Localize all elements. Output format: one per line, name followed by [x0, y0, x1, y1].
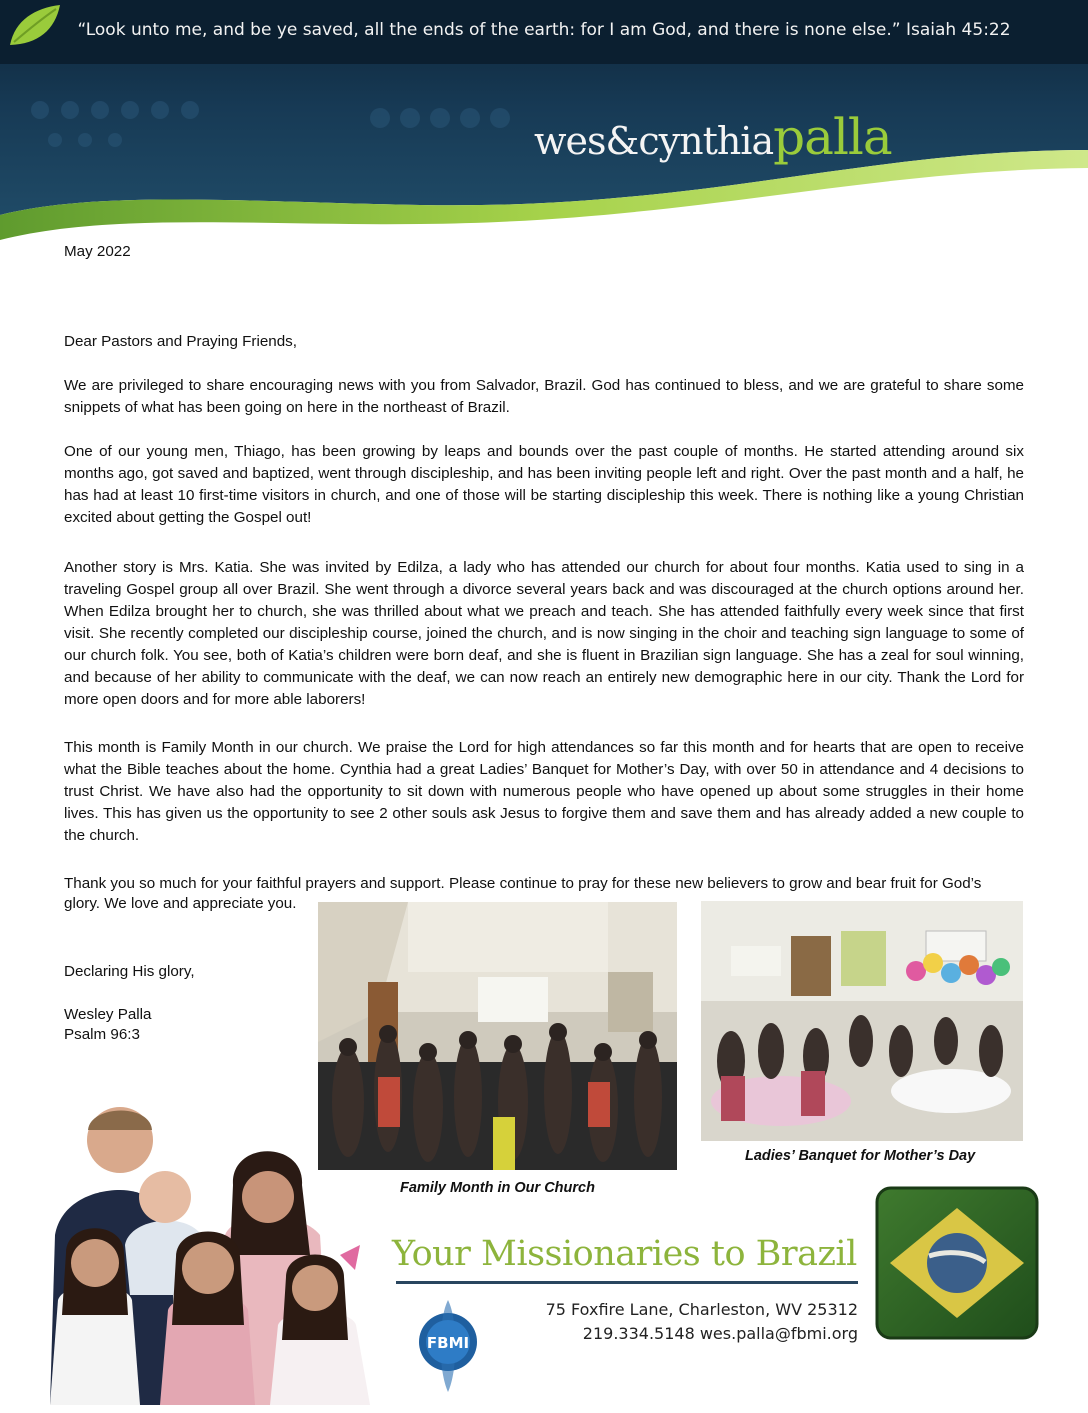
caption-ladies-banquet: Ladies’ Banquet for Mother’s Day — [745, 1148, 976, 1164]
footer-address: 75 Foxfire Lane, Charleston, WV 25312 — [545, 1300, 858, 1319]
letter-greeting: Dear Pastors and Praying Friends, — [64, 333, 297, 350]
footer-phone-email: 219.334.5148 wes.palla@fbmi.org — [582, 1324, 858, 1343]
letter-paragraph-5-continued: glory. We love and appreciate you. — [64, 895, 297, 912]
fbmi-logo — [418, 1300, 478, 1392]
photo-ladies-banquet — [701, 901, 1023, 1141]
fbmi-logo-icon — [418, 1300, 478, 1392]
letter-paragraph-4: This month is Family Month in our church. We praise the Lord for high attendances so far this month and for hearts that are open to receive what the Bible teaches about the home. Cynthia had a great Ladies’ Banquet for Mother’s Day, with over 50 in attendance and 4 decisions to trust Christ. We have also had the opportunity to sit down with numerous people who have opened up about some struggles in their home lives. This has given us the opportunity to see 2 other souls ask Jesus to forgive them and save them and has already added a new couple to the church. — [64, 739, 1024, 844]
brand-name-first: wes&cynthia — [534, 119, 774, 163]
footer-title: Your Missionaries to Brazil — [392, 1234, 857, 1274]
leaf-icon — [0, 0, 70, 50]
signature-name: Wesley Palla — [64, 1006, 152, 1023]
footer-divider — [396, 1281, 858, 1284]
letterhead-header — [0, 0, 1088, 250]
letter-paragraph-1: We are privileged to share encouraging news with you from Salvador, Brazil. God has continued to bless, and we are grateful to share some snippets of what has been going on here in the northeast of Brazil. — [64, 377, 1024, 416]
header-brand — [534, 108, 892, 166]
letter-date: May 2022 — [64, 243, 131, 260]
letter-closing: Declaring His glory, — [64, 963, 195, 980]
caption-family-month: Family Month in Our Church — [400, 1180, 595, 1196]
letter-paragraph-3: Another story is Mrs. Katia. She was invited by Edilza, a lady who has attended our church for about four months. Katia used to sing in a traveling Gospel group all over Brazil. She went through a divorce several years back and was discouraged at the church options around her. When Edilza brought her to church, she was thrilled about what we preach and teach. She has attended faithfully every week since that first visit. She recently completed our discipleship course, joined the church, and is now singing in the choir and teaching sign language to some of our church folk. You see, both of Katia’s children were born deaf, and she is fluent in Brazilian sign language. She has a zeal for soul winning, and because of her ability to communicate with the deaf, we can now reach an entirely new demographic here in our city. Thank the Lord for more open doors and for more able laborers! — [64, 559, 1024, 708]
footer-contact-block — [540, 1298, 858, 1346]
letter-paragraph-5: Thank you so much for your faithful prayers and support. Please continue to pray for these new believers to grow and bear fruit for God’s — [64, 875, 982, 892]
brazil-flag-icon — [872, 1186, 1042, 1346]
letter-signature — [64, 1005, 152, 1045]
signature-verse: Psalm 96:3 — [64, 1026, 140, 1043]
letter-paragraph-2: One of our young men, Thiago, has been growing by leaps and bounds over the past couple of months. He started attending around six months ago, got saved and baptized, went through discipleship, and has been inviting people left and right. Over the past month and a half, he has had at least 10 first-time visitors in church, and one of those will be starting discipleship this week. There is nothing like a young Christian excited about getting the Gospel out! — [64, 443, 1024, 526]
family-portrait — [30, 1085, 390, 1408]
brand-name-last: palla — [773, 108, 892, 166]
fbmi-logo-text: FBMI — [426, 1334, 470, 1352]
header-verse: “Look unto me, and be ye saved, all the ends of the earth: for I am God, and there is none else.” Isaiah 45:22 — [77, 20, 1011, 40]
